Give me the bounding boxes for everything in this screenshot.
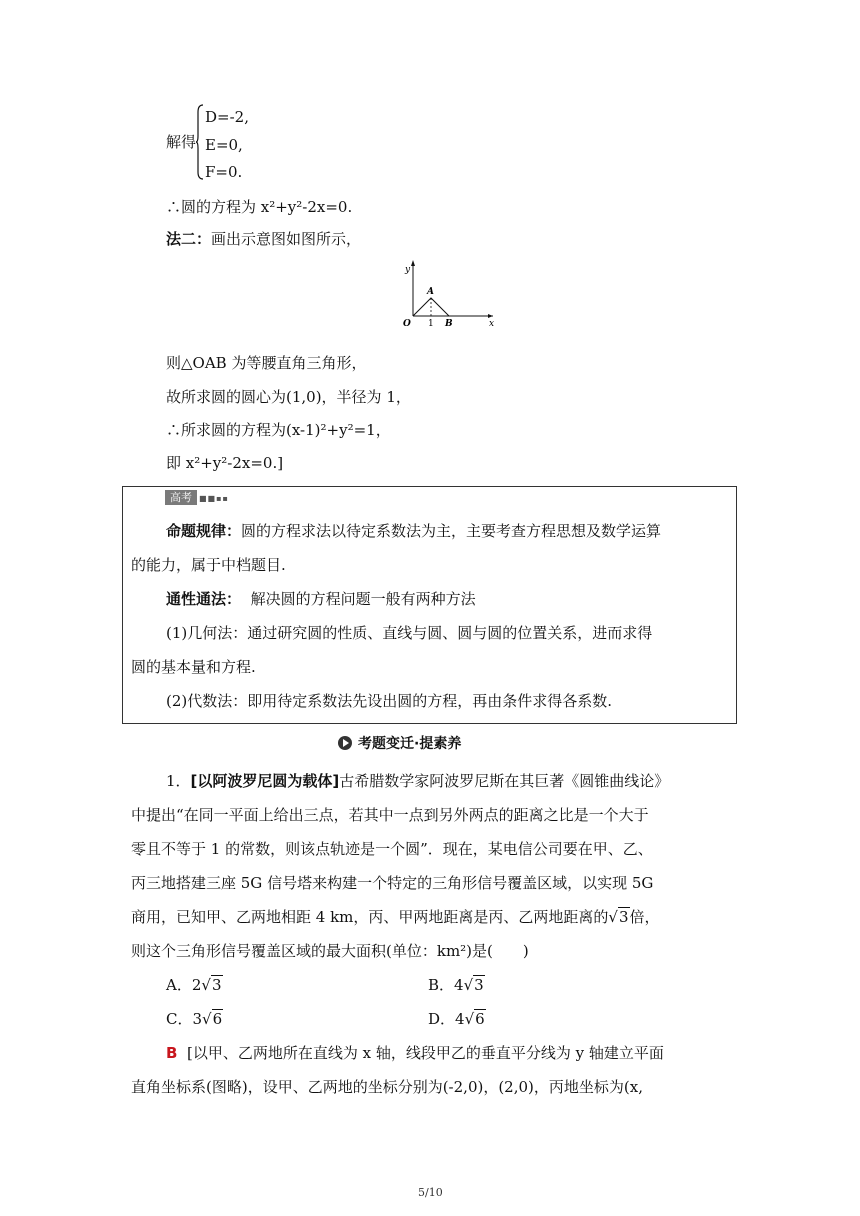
method-two-line: [166, 228, 361, 250]
figure-y-label: y: [405, 265, 411, 275]
figure-a-label: A: [427, 287, 434, 297]
rule-text-1: 圆的方程求法以待定系数法为主，主要考查方程思想及数学运算: [241, 522, 662, 540]
problem-line-6: 则这个三角形信号覆盖区域的最大面积(单位：km²)是( ): [131, 942, 529, 960]
rule-head: 命题规律：: [166, 522, 242, 540]
page-number: 5/10: [418, 1186, 443, 1199]
rule-line-1: [166, 520, 661, 542]
problem-number: 1．: [166, 772, 191, 790]
option-b[interactable]: B．4√3: [428, 976, 484, 994]
final-equation-line: 即 x²+y²-2x=0.]: [166, 454, 284, 472]
problem-line-1: [166, 770, 669, 792]
option-a-radicand: 3: [211, 976, 222, 994]
answer-text-1: [以甲、乙两地所在直线为 x 轴，线段甲乙的垂直平分线为 y 轴建立平面: [186, 1044, 664, 1062]
play-icon: [338, 736, 352, 750]
badge-dots: ■■▪▪: [199, 494, 229, 503]
section-title: 考题变迁·提素养: [358, 736, 462, 752]
problem-text-5a: 商用，已知甲、乙两地相距 4 km，丙、甲两地距离是丙、乙两地距离的: [131, 908, 609, 926]
equation-d: D=-2,: [205, 108, 249, 126]
figure-o-label: O: [403, 319, 411, 328]
problem-tag: [以阿波罗尼圆为载体]: [190, 772, 340, 790]
equation-e: E=0,: [205, 136, 243, 154]
method-line: [166, 588, 476, 610]
figure-b-label: B: [445, 319, 453, 328]
option-b-radicand: 3: [474, 976, 484, 994]
option-d[interactable]: D．4√6: [428, 1010, 485, 1028]
option-a[interactable]: A．2√3: [166, 976, 222, 994]
schematic-figure: [398, 256, 498, 328]
problem-text-5c: 倍，: [629, 908, 660, 926]
option-b-label: B．4: [428, 976, 464, 994]
center-radius-line: 故所求圆的圆心为(1,0)，半径为 1，: [166, 388, 411, 406]
sqrt-three: 3: [618, 908, 629, 926]
option-c-label: C．3: [166, 1010, 203, 1028]
equation-f: F=0.: [205, 163, 243, 181]
method-two-text: 画出示意图如图所示，: [211, 230, 362, 248]
option-c-radicand: 6: [212, 1010, 223, 1028]
problem-line-3: 零且不等于 1 的常数，则该点轨迹是一个圆”．现在，某电信公司要在甲、乙、: [131, 840, 653, 858]
option-a-label: A．2: [166, 976, 202, 994]
triangle-line: 则△OAB 为等腰直角三角形，: [166, 354, 367, 372]
left-brace: [196, 104, 204, 180]
problem-text-1: 古希腊数学家阿波罗尼斯在其巨著《圆锥曲线论》: [339, 772, 670, 790]
problem-line-5: 商用，已知甲、乙两地相距 4 km，丙、甲两地距离是丙、乙两地距离的√3倍，: [131, 908, 660, 926]
option-d-label: D．4: [428, 1010, 465, 1028]
method-two-head: 法二：: [166, 230, 212, 248]
option-d-radicand: 6: [475, 1010, 485, 1028]
exam-badge: 高考解读: [165, 490, 197, 505]
solve-label: 解得: [166, 133, 197, 151]
circle-equation-line: ∴圆的方程为 x²+y²-2x=0.: [166, 198, 353, 216]
figure-one-label: 1: [428, 319, 434, 328]
option-c[interactable]: C．3√6: [166, 1010, 223, 1028]
problem-line-2: 中提出“在同一平面上给出三点，若其中一点到另外两点的距离之比是一个大于: [131, 806, 649, 824]
problem-line-4: 丙三地搭建三座 5G 信号塔来构建一个特定的三角形信号覆盖区域，以实现 5G: [131, 874, 654, 892]
rule-line-2: 的能力，属于中档题目.: [131, 556, 286, 574]
answer-letter: B: [166, 1044, 178, 1062]
geometric-line-2: 圆的基本量和方程.: [131, 658, 256, 676]
algebraic-line: (2)代数法：即用待定系数法先设出圆的方程，再由条件求得各系数.: [166, 692, 613, 710]
method-text: 解决圆的方程问题一般有两种方法: [250, 590, 476, 608]
equation-line: ∴所求圆的方程为(x-1)²+y²=1，: [166, 421, 391, 439]
geometric-line-1: (1)几何法：通过研究圆的性质、直线与圆、圆与圆的位置关系，进而求得: [166, 624, 653, 642]
answer-line-1: [166, 1042, 664, 1064]
method-head: 通性通法：: [166, 590, 242, 608]
answer-line-2: 直角坐标系(图略)，设甲、乙两地的坐标分别为(-2,0)，(2,0)，丙地坐标为(x,: [131, 1078, 643, 1096]
figure-x-label: x: [489, 319, 495, 328]
